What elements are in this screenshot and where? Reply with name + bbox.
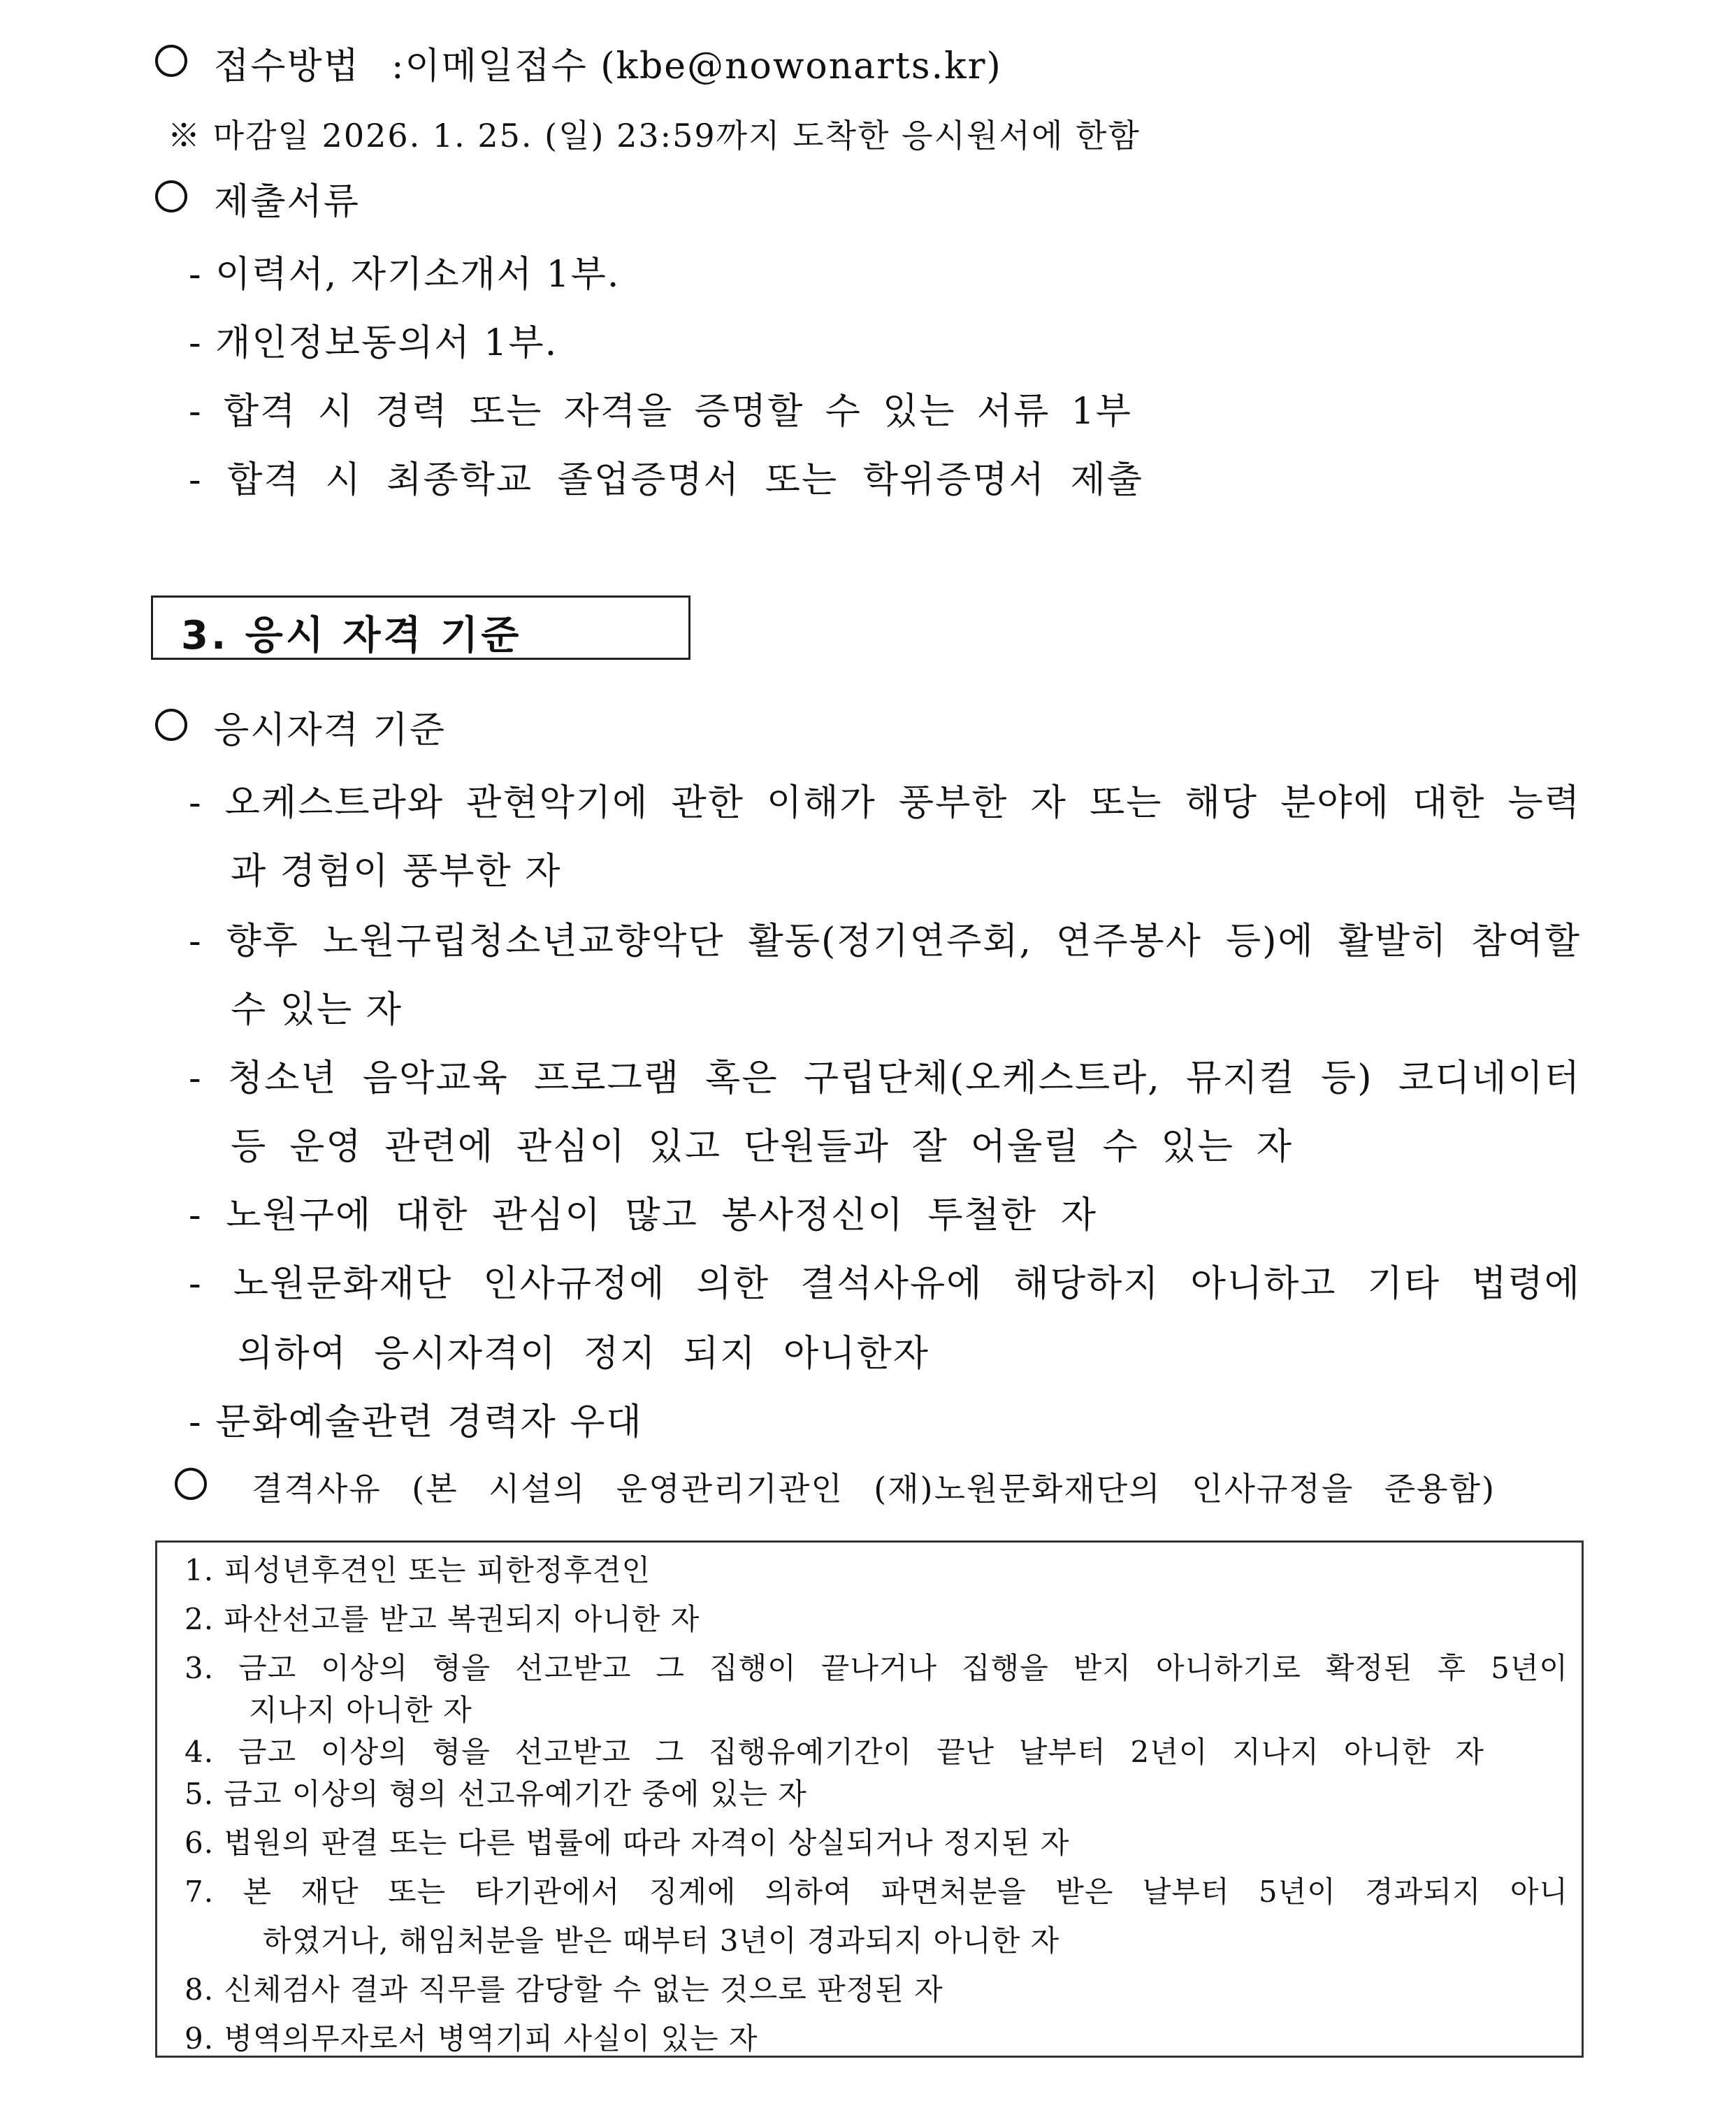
disqualification-item: 3. 금고 이상의 형을 선고받고 그 집행이 끝나거나 집행을 받지 아니하기로 확정된 후 5년이	[185, 1651, 1568, 1685]
section-title: 3. 응시 자격 기준	[181, 613, 522, 658]
document-item: - 개인정보동의서 1부.	[189, 322, 558, 364]
criteria-line: 수 있는 자	[231, 989, 403, 1031]
receipt-method-value: :이메일접수 (kbe@nowonarts.kr)	[391, 45, 1002, 87]
bullet-circle-icon	[155, 709, 187, 741]
section-title-box	[151, 596, 690, 660]
document-item: - 합격 시 경력 또는 자격을 증명할 수 있는 서류 1부	[189, 391, 1132, 433]
criteria-line: - 노원문화재단 인사규정에 의한 결석사유에 해당하지 아니하고 기타 법령에	[189, 1263, 1581, 1305]
criteria-heading: 응시자격 기준	[214, 709, 446, 751]
disqualification-item: 6. 법원의 판결 또는 다른 법률에 따라 자격이 상실되거나 정지된 자	[185, 1826, 1070, 1860]
disqualification-item: 7. 본 재단 또는 타기관에서 징계에 의하여 파면처분을 받은 날부터 5년이 경과되지 아니	[185, 1875, 1568, 1909]
criteria-line: 등 운영 관련에 관심이 있고 단원들과 잘 어울릴 수 있는 자	[231, 1126, 1293, 1168]
documents-heading: 제출서류	[214, 181, 360, 223]
criteria-line: 과 경험이 풍부한 자	[231, 851, 562, 893]
disqualification-item: 5. 금고 이상의 형의 선고유예기간 중에 있는 자	[185, 1777, 807, 1811]
disqualification-item: 하였거나, 해임처분을 받은 때부터 3년이 경과되지 아니한 자	[263, 1923, 1060, 1958]
disqualification-item: 4. 금고 이상의 형을 선고받고 그 집행유예기간이 끝난 날부터 2년이 지나지 아니한 자	[185, 1735, 1484, 1769]
deadline-note: ※ 마감일 2026. 1. 25. (일) 23:59까지 도착한 응시원서에 한함	[168, 117, 1141, 154]
disqualification-item: 9. 병역의무자로서 병역기피 사실이 있는 자	[185, 2021, 758, 2056]
document-item: - 합격 시 최종학교 졸업증명서 또는 학위증명서 제출	[189, 459, 1143, 501]
bullet-circle-icon	[155, 45, 187, 77]
criteria-line: 의하여 응시자격이 정지 되지 아니한자	[238, 1333, 930, 1375]
criteria-line: - 문화예술관련 경력자 우대	[189, 1401, 643, 1443]
criteria-line: - 청소년 음악교육 프로그램 혹은 구립단체(오케스트라, 뮤지컬 등) 코디네이터	[189, 1058, 1581, 1099]
bullet-circle-icon	[155, 180, 187, 212]
disqualification-heading: 결격사유 (본 시설의 운영관리기관인 (재)노원문화재단의 인사규정을 준용함)	[252, 1470, 1496, 1508]
receipt-method-label: 접수방법	[214, 45, 360, 87]
disqualification-item: 지나지 아니한 자	[249, 1693, 472, 1727]
criteria-line: - 노원구에 대한 관심이 많고 봉사정신이 투철한 자	[189, 1194, 1097, 1236]
disqualification-item: 2. 파산선고를 받고 복권되지 아니한 자	[185, 1602, 700, 1636]
criteria-line: - 오케스트라와 관현악기에 관한 이해가 풍부한 자 또는 해당 분야에 대한 능력	[189, 782, 1581, 824]
document-item: - 이력서, 자기소개서 1부.	[189, 254, 621, 296]
bullet-circle-icon	[175, 1468, 207, 1500]
disqualification-item: 8. 신체검사 결과 직무를 감당할 수 없는 것으로 판정된 자	[185, 1972, 943, 2007]
criteria-line: - 향후 노원구립청소년교향악단 활동(정기연주회, 연주봉사 등)에 활발히 참여할	[189, 921, 1581, 962]
disqualification-item: 1. 피성년후견인 또는 피한정후견인	[185, 1553, 651, 1587]
